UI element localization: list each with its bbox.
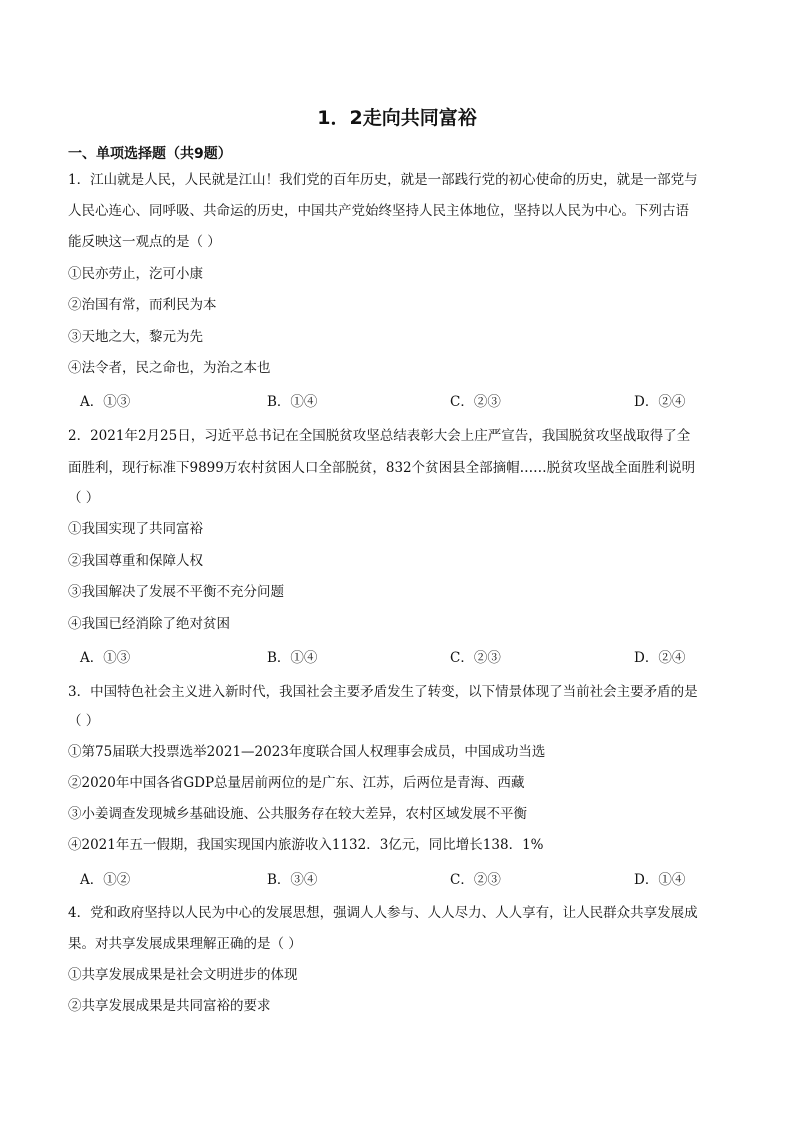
question-2-text: （ ） [68, 490, 100, 506]
question-4-item: ①共享发展成果是社会文明进步的体现 [68, 967, 298, 983]
option-b[interactable]: B．③④ [267, 872, 318, 888]
question-1-item: ④法令者，民之命也，为治之本也 [68, 360, 271, 376]
question-3-text: （ ） [68, 713, 100, 729]
option-b[interactable]: B．①④ [267, 394, 318, 410]
option-d[interactable]: D．①④ [634, 872, 686, 888]
question-2-text: 2．2021年2月25日，习近平总书记在全国脱贫攻坚总结表彰大会上庄严宣告，我国脱贫攻坚战取得了全 [68, 428, 691, 444]
question-3-item: ①第75届联大投票选举2021—2023年度联合国人权理事会成员，中国成功当选 [68, 744, 546, 760]
option-a[interactable]: A．①③ [80, 650, 131, 666]
option-a[interactable]: A．①② [80, 872, 131, 888]
option-a[interactable]: A．①③ [80, 394, 131, 410]
option-c[interactable]: C．②③ [450, 394, 501, 410]
question-1-item: ③天地之大，黎元为先 [68, 329, 203, 345]
question-2-item: ③我国解决了发展不平衡不充分问题 [68, 584, 284, 600]
question-4-text: 4．党和政府坚持以人民为中心的发展思想，强调人人参与、人人尽力、人人享有，让人民群众共享发展成 [68, 905, 698, 921]
option-d[interactable]: D．②④ [634, 650, 686, 666]
question-1-text: 能反映这一观点的是（ ） [68, 234, 221, 250]
option-b[interactable]: B．①④ [267, 650, 318, 666]
question-2-item: ④我国已经消除了绝对贫困 [68, 616, 230, 632]
question-3-options [68, 868, 728, 886]
question-1-options [68, 390, 728, 408]
option-c[interactable]: C．②③ [450, 872, 501, 888]
question-2-text: 面胜利，现行标准下9899万农村贫困人口全部脱贫，832个贫困县全部摘帽……脱贫攻坚战全面胜利说明 [68, 460, 696, 476]
question-1-item: ①民亦劳止，汔可小康 [68, 266, 203, 282]
option-c[interactable]: C．②③ [450, 650, 501, 666]
option-d[interactable]: D．②④ [634, 394, 686, 410]
question-4-text: 果。对共享发展成果理解正确的是（ ） [68, 936, 302, 952]
question-2-options [68, 646, 728, 664]
question-2-item: ①我国实现了共同富裕 [68, 521, 203, 537]
question-1-item: ②治国有常，而利民为本 [68, 297, 217, 313]
question-3-item: ④2021年五一假期，我国实现国内旅游收入1132．3亿元，同比增长138．1% [68, 837, 544, 853]
question-2-item: ②我国尊重和保障人权 [68, 553, 203, 569]
page-title: 1．2走向共同富裕 [317, 107, 477, 129]
question-3-text: 3．中国特色社会主义进入新时代，我国社会主要矛盾发生了转变，以下情景体现了当前社会主要矛盾的是 [68, 684, 698, 700]
question-3-item: ③小姜调查发现城乡基础设施、公共服务存在较大差异，农村区域发展不平衡 [68, 806, 527, 822]
question-1-text: 人民心连心、同呼吸、共命运的历史，中国共产党始终坚持人民主体地位，坚持以人民为中心。下列古语 [68, 203, 689, 219]
question-1-text: 1．江山就是人民，人民就是江山！我们党的百年历史，就是一部践行党的初心使命的历史，就是一部党与 [68, 172, 698, 188]
question-3-item: ②2020年中国各省GDP总量居前两位的是广东、江苏，后两位是青海、西藏 [68, 775, 525, 791]
question-4-item: ②共享发展成果是共同富裕的要求 [68, 998, 271, 1014]
section-heading: 一、单项选择题（共9题） [68, 146, 232, 162]
